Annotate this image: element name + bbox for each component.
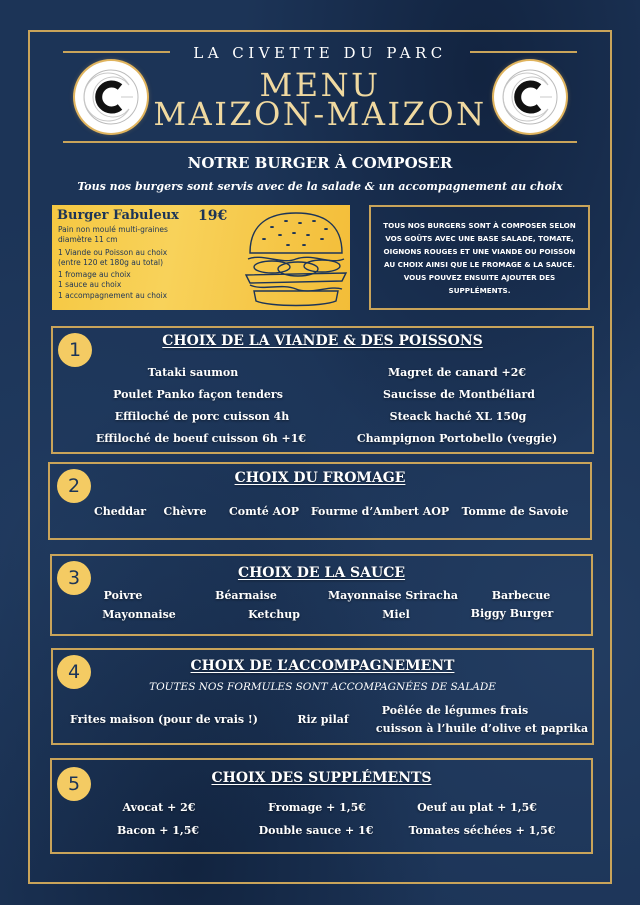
section-title: CHOIX DES SUPPLÉMENTS [211,770,432,786]
burger-line: 1 Viande ou Poisson au choix [58,247,168,257]
brand-name: LA CIVETTE DU PARC [193,44,447,62]
menu-item: Steack haché XL 150g [389,410,527,423]
menu-item: Tataki saumon [147,366,239,379]
burger-line: 1 sauce au choix [58,280,122,290]
civette-logo-icon [81,67,141,127]
menu-item: Mayonnaise [102,608,176,621]
menu-item: Fromage + 1,5€ [268,801,366,814]
menu-item: Cheddar [93,505,147,518]
section-side [51,648,594,745]
menu-item: Saucisse de Montbéliard [383,388,535,401]
burger-line: Pain non moulé multi-graines [58,225,168,234]
civette-logo-icon [500,67,560,127]
step-badge-3: 3 [57,561,91,595]
menu-item: Poivre [103,589,143,602]
menu-item: Tomme de Savoie [461,505,569,518]
menu-item: Tomates séchées + 1,5€ [408,824,556,837]
step-badge-4: 4 [57,655,91,689]
menu-item: Effiloché de boeuf cuisson 6h +1€ [95,432,307,445]
burger-line: 1 accompagnement au choix [58,290,168,300]
menu-item: Chèvre [163,505,207,518]
burger-line: diamètre 11 cm [58,235,118,245]
step-badge-2: 2 [57,469,91,503]
section-cheese [48,462,592,540]
section-subtitle: TOUTES NOS FORMULES SONT ACCOMPAGNÉES DE SALADE [149,681,496,693]
section-title: CHOIX DE LA VIANDE & DES POISSONS [162,333,483,349]
info-box [369,205,590,310]
menu-item: Comté AOP [228,505,300,518]
section-title: CHOIX DE L’ACCOMPAGNEMENT [190,658,455,674]
logo-left [75,61,147,133]
burger-illustration-icon [242,209,350,307]
intro-subtitle: Tous nos burgers sont servis avec de la salade & un accompagnement au choix [77,180,563,193]
section-meat-fish [51,326,594,454]
section-sauce [50,554,593,636]
menu-item: Ketchup [248,608,300,621]
menu-item: Poulet Panko façon tenders [113,388,283,401]
section-extras [50,758,593,854]
menu-item: Fourme d’Ambert AOP [310,505,450,518]
intro-heading: NOTRE BURGER À COMPOSER [187,154,453,172]
menu-item: Biggy Burger [470,607,554,620]
burger-line: (entre 120 et 180g au total) [58,257,164,267]
burger-name: Burger Fabuleux [57,208,179,223]
menu-item: Poêlée de légumes frais [381,704,529,717]
burger-price: 19€ [198,208,228,224]
burger-line: 1 fromage au choix [58,270,131,280]
logo-right [494,61,566,133]
menu-item: Frites maison (pour de vrais !) [70,713,258,726]
burger-card [52,205,350,310]
menu-item: cuisson à l’huile d’olive et paprika [375,722,589,735]
menu-title-line2: MAIZON-MAIZON [153,95,487,133]
menu-item: Double sauce + 1€ [258,824,374,837]
section-title: CHOIX DU FROMAGE [234,470,406,486]
header-rule-bottom [63,141,577,143]
step-badge-5: 5 [57,767,91,801]
menu-item: Miel [382,608,410,621]
menu-item: Oeuf au plat + 1,5€ [417,801,537,814]
menu-item: Béarnaise [215,589,277,602]
burger-description [58,225,228,301]
menu-item: Mayonnaise Sriracha [327,589,459,602]
menu-item: Bacon + 1,5€ [116,824,200,837]
section-title: CHOIX DE LA SAUCE [237,565,406,581]
menu-title-line1: MENU [259,66,381,104]
menu-item: Barbecue [491,589,551,602]
step-badge-1: 1 [58,333,92,367]
menu-item: Avocat + 2€ [122,801,196,814]
menu-item: Champignon Portobello (veggie) [356,432,558,445]
menu-item: Riz pilaf [297,713,349,726]
info-text: TOUS NOS BURGERS SONT À COMPOSER SELON VOS GOÛTS AVEC UNE BASE SALADE, TOMATE, OIGNONS ROUGES ET UNE VIANDE OU POISSON AU CHOIX AINSI QUE LE FROMAGE & LA SAUCE. VOUS POUVEZ ENSUITE AJOUTER DES SUPPLÉMENTS. [383,220,576,295]
menu-item: Magret de canard +2€ [387,366,527,379]
menu-item: Effiloché de porc cuisson 4h [114,410,290,423]
